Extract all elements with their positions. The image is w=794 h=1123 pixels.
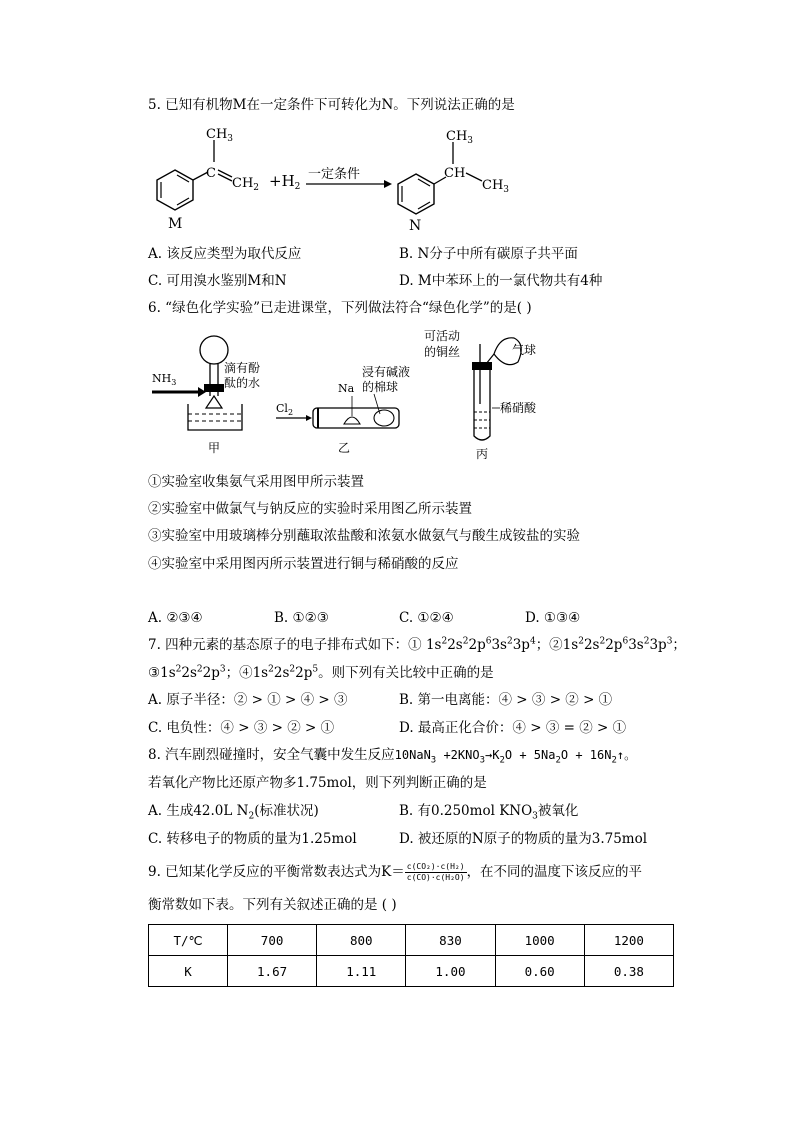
q7-option-d[interactable]: D. 最高正化合价：④ > ③ = ② > ① <box>399 720 627 736</box>
table-cell: T/℃ <box>149 925 228 956</box>
q5-reaction-scheme <box>148 126 528 236</box>
q5-n-label: N <box>409 218 422 234</box>
q6-option-b[interactable]: B. ①②③ <box>274 610 329 626</box>
q7-option-a[interactable]: A. 原子半径：② > ① > ④ > ③ <box>148 692 348 708</box>
q5-option-c[interactable]: C. 可用溴水鉴别M和N <box>148 273 287 289</box>
q5-n-ch3-right: $CH_3$ <box>482 178 510 195</box>
q5-n-ch3-top: $CH_3$ <box>446 129 474 146</box>
q6-statement-1: ①实验室收集氨气采用图甲所示装置 <box>148 474 364 490</box>
q7-stem-line2: $③1s^22s^22p^3$；$④1s^22s^22p^5$。则下列有关比较中正确的是 <box>148 664 494 681</box>
q5-plus-h2: $+H_2$ <box>269 172 301 192</box>
q6-option-c[interactable]: C. ①②④ <box>399 610 454 626</box>
q6-na-label: Na <box>338 382 355 395</box>
q6-option-d[interactable]: D. ①③④ <box>525 610 581 626</box>
q6-wire-label-2: 的铜丝 <box>424 345 461 359</box>
q8-option-a[interactable]: A. 生成42.0L $N_2$(标准状况) <box>148 803 319 822</box>
q6-statement-4: ④实验室中采用图丙所示装置进行铜与稀硝酸的反应 <box>148 556 459 572</box>
q6-apparatus-figure <box>148 324 568 464</box>
q6-nh3-label: $NH_3$ <box>152 372 177 387</box>
table-cell: K <box>149 956 228 987</box>
q5-option-a[interactable]: A. 该反应类型为取代反应 <box>148 246 302 262</box>
table-cell: 700 <box>228 925 317 956</box>
q6-statement-3: ③实验室中用玻璃棒分别蘸取浓盐酸和浓氨水做氨气与酸生成铵盐的实验 <box>148 528 580 544</box>
q5-c-atom: C <box>206 166 216 181</box>
q8-stem-line1: 8. 汽车剧烈碰撞时，安全气囊中发生反应$10NaN_3 +2KNO_3\to K_2O + 5Na_2O$ + $16N_2↑$。 <box>148 747 637 766</box>
table-cell: 0.38 <box>584 956 673 987</box>
q5-condition: 一定条件 <box>308 167 361 182</box>
q9-stem-line1: 9. 已知某化学反应的平衡常数表达式为K＝ $\frac{\text{c(CO₂)·c(H₂)}}{\text{c(CO)·c(H₂O)}}$ ，在不同的温度下该反应的平 <box>148 862 643 882</box>
table-cell: 1200 <box>584 925 673 956</box>
table-cell: 800 <box>317 925 406 956</box>
q5-option-d[interactable]: D. M中苯环上的一氯代物共有4种 <box>399 273 603 289</box>
q6-water-label-2: 酞的水 <box>224 376 261 390</box>
table-cell: 830 <box>406 925 495 956</box>
q5-stem: 5. 已知有机物M在一定条件下可转化为N。下列说法正确的是 <box>148 97 515 113</box>
q6-water-label-1: 滴有酚 <box>224 361 261 375</box>
table-cell: 0.60 <box>495 956 584 987</box>
q6-bing-label: 丙 <box>476 447 489 461</box>
q5-option-b[interactable]: B. N分子中所有碳原子共平面 <box>399 246 578 262</box>
q5-m-label: M <box>168 216 183 232</box>
q6-option-a[interactable]: A. ②③④ <box>148 610 203 626</box>
q6-cl2-label: $Cl_2$ <box>276 402 294 417</box>
q5-n-ch: CH <box>444 166 466 181</box>
table-row <box>149 925 674 956</box>
q5-m-ch2: $CH_2$ <box>232 176 260 193</box>
q9-stem-line2: 衡常数如下表。下列有关叙述正确的是 ( ) <box>148 897 397 913</box>
table-cell: 1.00 <box>406 956 495 987</box>
table-cell: 1.67 <box>228 956 317 987</box>
q6-cotton-label-2: 的棉球 <box>362 380 399 394</box>
q6-cotton-label-1: 浸有碱液 <box>362 365 411 379</box>
q6-yi-label: 乙 <box>338 441 351 455</box>
q6-statement-2: ②实验室中做氯气与钠反应的实验时采用图乙所示装置 <box>148 501 472 517</box>
q6-wire-label-1: 可活动 <box>424 329 461 343</box>
q7-stem-line1: 7. 四种元素的基态原子的电子排布式如下：① $1s^22s^22p^63s^23p^4$；$②1s^22s^22p^63s^23p^3$； <box>148 636 686 653</box>
q7-option-c[interactable]: C. 电负性：④ > ③ > ② > ① <box>148 720 335 736</box>
q8-stem-line2: 若氧化产物比还原产物多1.75mol，则下列判断正确的是 <box>148 775 487 791</box>
q8-option-c[interactable]: C. 转移电子的物质的量为1.25mol <box>148 831 357 847</box>
q6-stem: 6. “绿色化学实验”已走进课堂，下列做法符合“绿色化学”的是( ) <box>148 300 532 316</box>
table-cell: 1.11 <box>317 956 406 987</box>
q7-option-b[interactable]: B. 第一电离能：④ > ③ > ② > ① <box>399 692 613 708</box>
q9-k-table <box>148 924 674 987</box>
q6-balloon-label: 气球 <box>512 343 537 357</box>
q6-acid-label: 稀硝酸 <box>500 401 537 415</box>
q6-jia-label: 甲 <box>208 441 221 455</box>
table-cell: 1000 <box>495 925 584 956</box>
table-row <box>149 956 674 987</box>
q8-option-d[interactable]: D. 被还原的N原子的物质的量为3.75mol <box>399 831 648 847</box>
q9-k-fraction: $\frac{\text{c(CO₂)·c(H₂)}}{\text{c(CO)·c(H₂O)}}$ <box>406 862 465 882</box>
q8-option-b[interactable]: B. 有0.250mol $KNO_3$被氧化 <box>399 803 579 822</box>
q5-m-ch3: $CH_3$ <box>206 127 234 144</box>
